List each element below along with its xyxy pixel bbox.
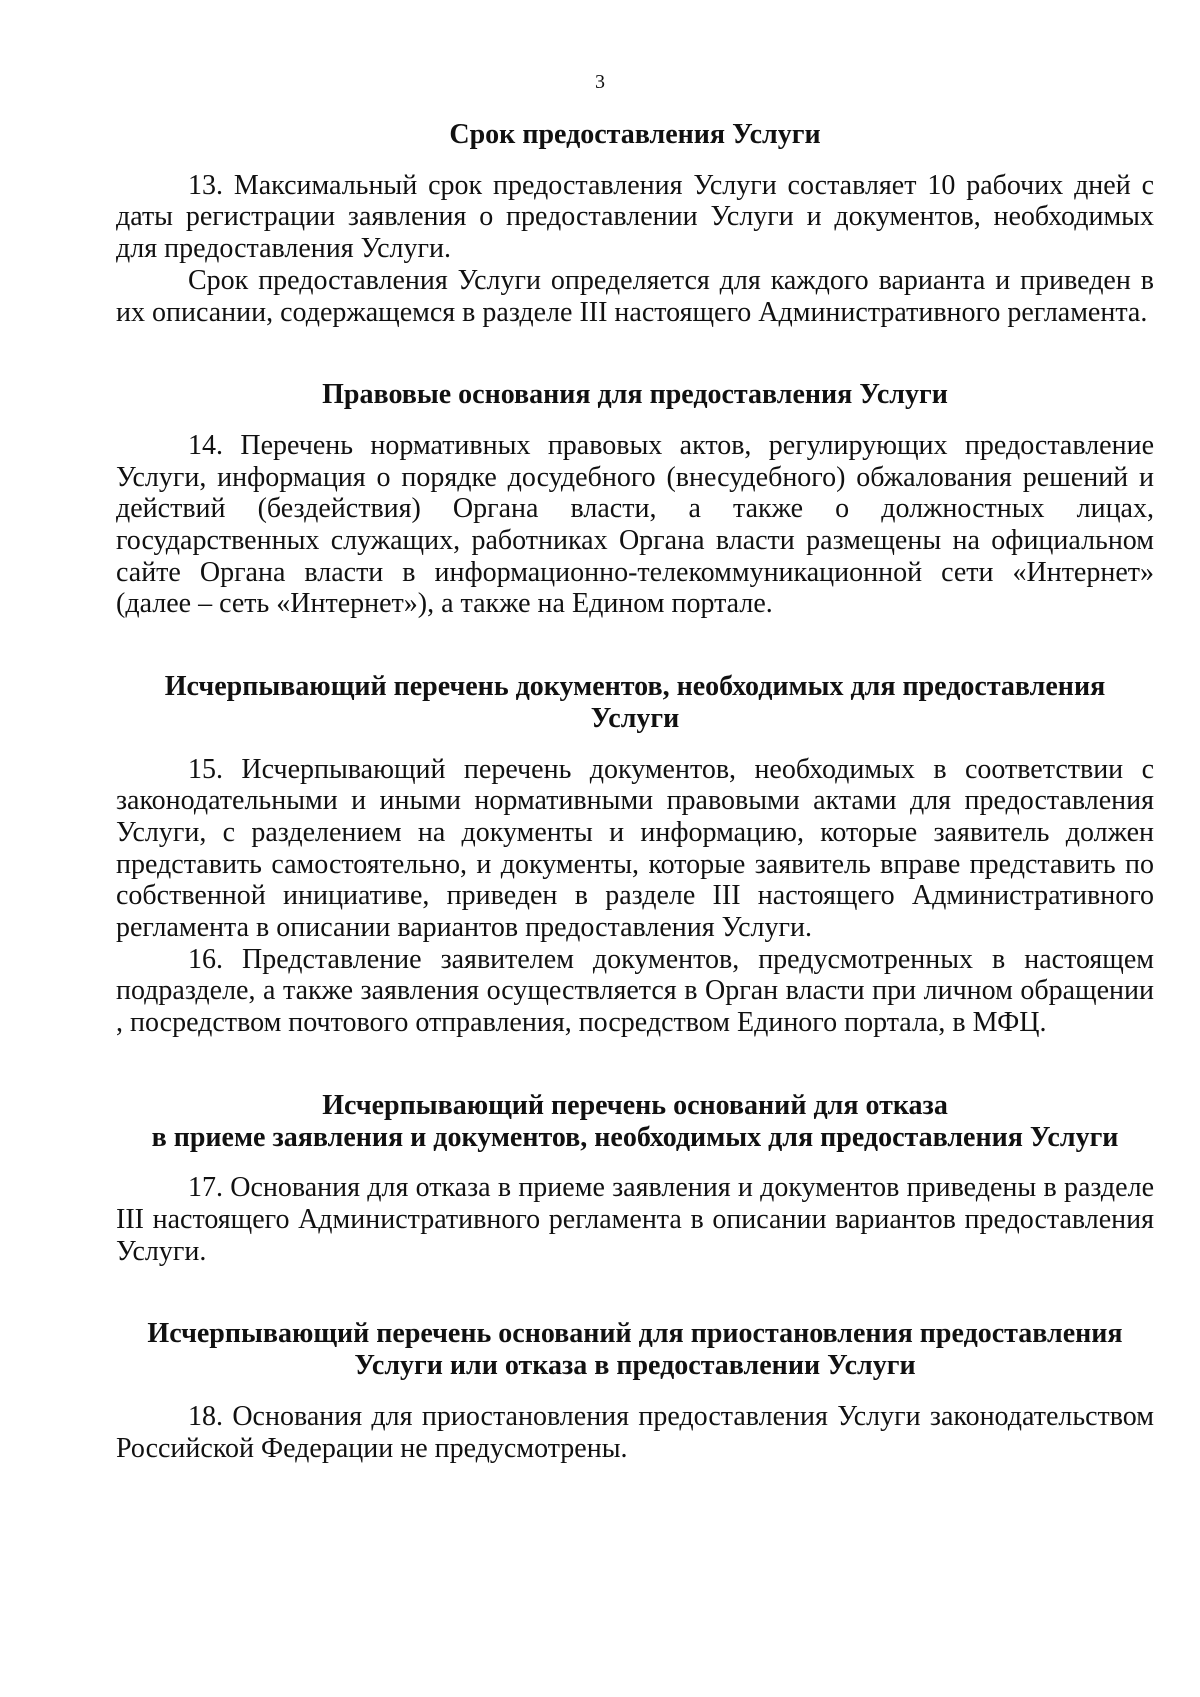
- page-number: 3: [595, 71, 605, 93]
- section-suspension-grounds: [116, 1318, 1154, 1464]
- paragraph: 14. Перечень нормативных правовых актов, регулирующих предоставление Услуги, информация о порядке досудебного (внесудебного) обжалования решений и действий (бездействия) Органа власти, а также о должностных лицах, государственных служащих, работниках Органа власти размещены на официальном сайте Органа власти в информационно-телекоммуникационной сети «Интернет» (далее – сеть «Интернет»), а также на Едином портале.: [116, 429, 1154, 620]
- paragraph: 13. Максимальный срок предоставления Услуги составляет 10 рабочих дней с даты регистрации заявления о предоставлении Услуги и документов, необходимых для предоставления Услуги.: [116, 169, 1154, 265]
- section-title-line: Исчерпывающий перечень документов, необходимых для предоставления: [164, 671, 1106, 703]
- section-title: [116, 1318, 1154, 1381]
- section-title-line: Услуги: [590, 702, 680, 734]
- section-title-line: Услуги или отказа в предоставлении Услуги: [354, 1350, 916, 1382]
- section-title-line: Правовые основания для предоставления Услуги: [322, 379, 948, 411]
- section-legal-grounds: [116, 379, 1154, 620]
- paragraph: 18. Основания для приостановления предоставления Услуги законодательством Российской Федерации не предусмотрены.: [116, 1400, 1154, 1464]
- paragraph: Срок предоставления Услуги определяется для каждого варианта и приведен в их описании, содержащемся в разделе III настоящего Административного регламента.: [116, 264, 1154, 328]
- paragraph: 16. Представление заявителем документов, предусмотренных в настоящем подразделе, а также заявления осуществляется в Орган власти при личном обращении , посредством почтового отправления, посредством Единого портала, в МФЦ.: [116, 943, 1154, 1039]
- section-title-line: Срок предоставления Услуги: [449, 119, 821, 150]
- section-title: [116, 379, 1154, 411]
- paragraph: 15. Исчерпывающий перечень документов, необходимых в соответствии с законодательными и иными нормативными правовыми актами для предоставления Услуги, с разделением на документы и информацию, которые заявитель должен представить самостоятельно, и документы, которые заявитель вправе представить по собственной инициативе, приведен в разделе III настоящего Административного регламента в описании вариантов предоставления Услуги.: [116, 753, 1154, 944]
- section-title-line: Исчерпывающий перечень оснований для приостановления предоставления: [147, 1318, 1123, 1350]
- section-title-line: в приеме заявления и документов, необходимых для предоставления Услуги: [151, 1121, 1119, 1153]
- section-title-line: Исчерпывающий перечень оснований для отказа: [322, 1089, 948, 1121]
- section-title: [116, 119, 1154, 151]
- section-title: [116, 1090, 1154, 1153]
- section-refusal-acceptance-grounds: [116, 1090, 1154, 1268]
- section-title: [116, 671, 1154, 734]
- section-required-documents: [116, 671, 1154, 1039]
- section-service-term: [116, 119, 1154, 328]
- paragraph: 17. Основания для отказа в приеме заявления и документов приведены в разделе III настоящего Административного регламента в описании вариантов предоставления Услуги.: [116, 1172, 1154, 1267]
- document-body: [116, 119, 1154, 1464]
